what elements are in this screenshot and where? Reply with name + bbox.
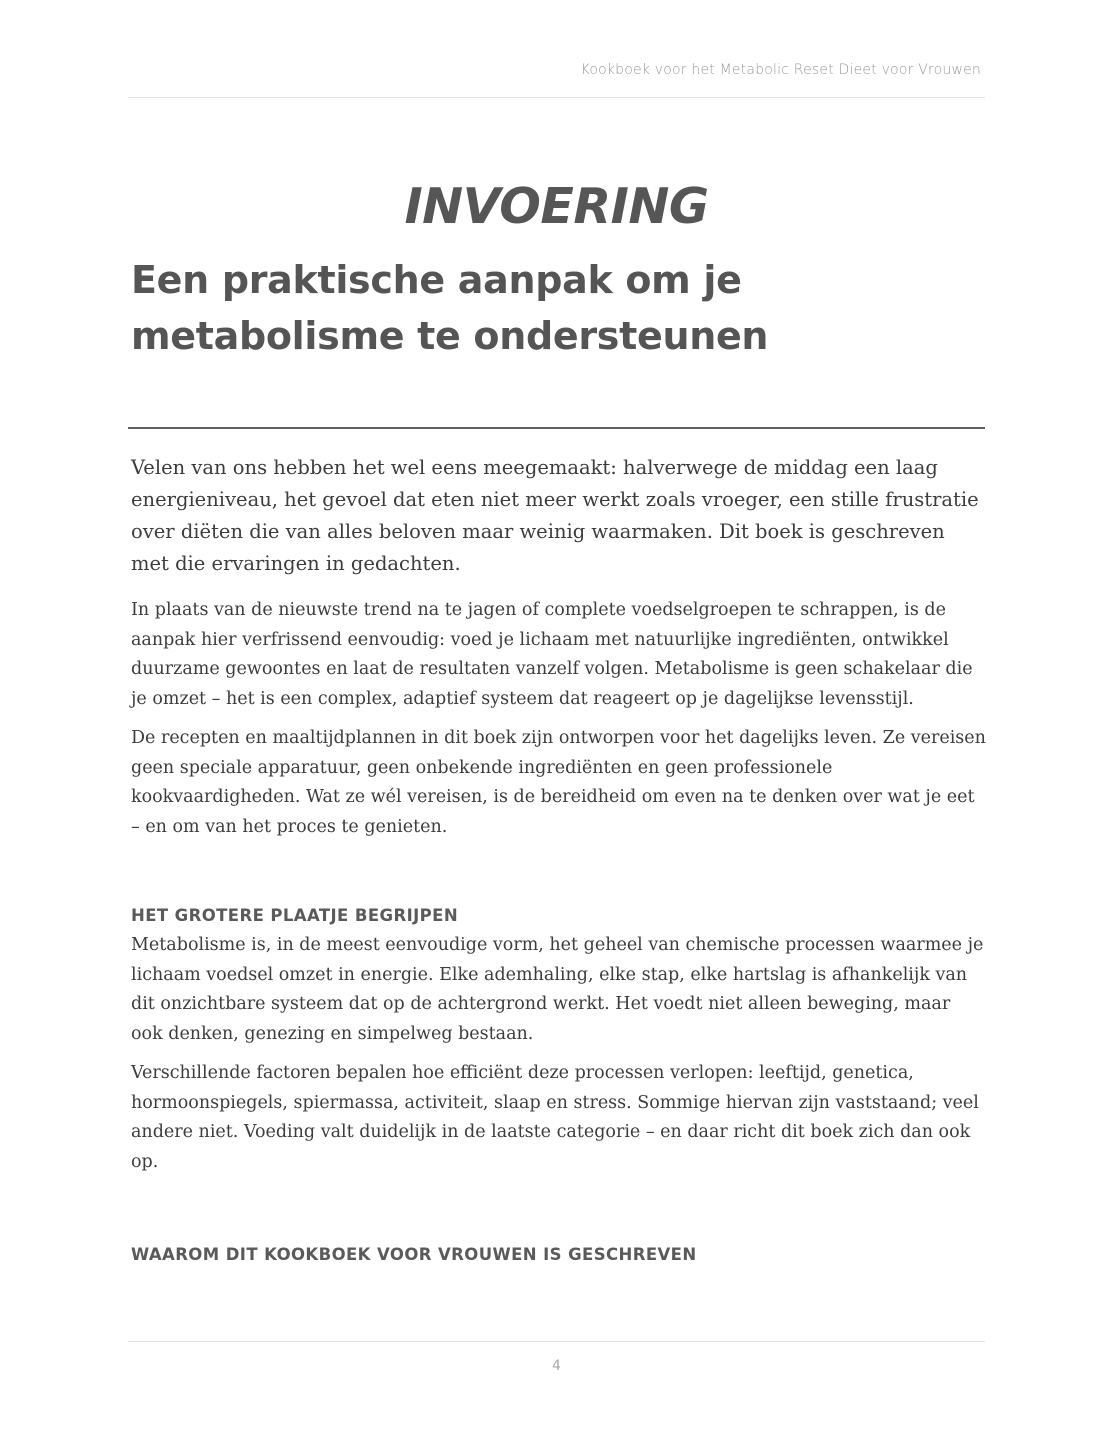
section-paragraph: Verschillende factoren bepalen hoe efficiënt deze processen verlopen: leeftijd, genetica, hormoonspiegels, spiermassa, activiteit, slaap en stress. Sommige hiervan zijn vaststaand; veel andere niet. Voeding valt duidelijk in de laatste categorie – en daar richt dit boek zich dan ook op. <box>131 1063 979 1172</box>
section-heading: HET GROTERE PLAATJE BEGRIJPEN <box>131 906 459 925</box>
section-heading: WAAROM DIT KOOKBOEK VOOR VROUWEN IS GESCHREVEN <box>131 1245 697 1264</box>
section-paragraph: Metabolisme is, in de meest eenvoudige vorm, het geheel van chemische processen waarmee je lichaam voedsel omzet in energie. Elke ademhaling, elke stap, elke hartslag is afhankelijk van dit onzichtbare systeem dat op de achtergrond werkt. Het voedt niet alleen beweging, maar ook denken, genezing en simpelweg bestaan. <box>131 935 984 1044</box>
chapter-label: INVOERING <box>404 178 709 235</box>
intro-lead-paragraph: Velen van ons hebben het wel eens meegemaakt: halverwege de middag een laag energieniveau, het gevoel dat eten niet meer werkt zoals vroeger, een stille frustratie over diëten die van alles beloven maar weinig waarmaken. Dit boek is geschreven met die ervaringen in gedachten. <box>131 456 979 575</box>
intro-paragraph: In plaats van de nieuwste trend na te jagen of complete voedselgroepen te schrappen, is de aanpak hier verfrissend eenvoudig: voed je lichaam met natuurlijke ingrediënten, ontwikkel duurzame gewoontes en laat de resultaten vanzelf volgen. Metabolisme is geen schakelaar die je omzet – het is een complex, adaptief systeem dat reageert op je dagelijkse levensstijl. <box>131 600 973 709</box>
footer-divider <box>128 1341 985 1342</box>
intro-paragraph: De recepten en maaltijdplannen in dit boek zijn ontworpen voor het dagelijks leven. Ze vereisen geen speciale apparatuur, geen onbekende ingrediënten en geen professionele kookvaardigheden. Wat ze wél vereisen, is de bereidheid om even na te denken over wat je eet – en om van het proces te genieten. <box>131 728 986 837</box>
chapter-title: Een praktische aanpak om je metabolisme te ondersteunen <box>131 258 769 358</box>
title-divider <box>128 427 985 429</box>
page-number: 4 <box>552 1358 561 1374</box>
header-divider <box>128 97 985 98</box>
running-header: Kookboek voor het Metabolic Reset Dieet voor Vrouwen <box>580 62 981 78</box>
page-content <box>131 452 986 1270</box>
